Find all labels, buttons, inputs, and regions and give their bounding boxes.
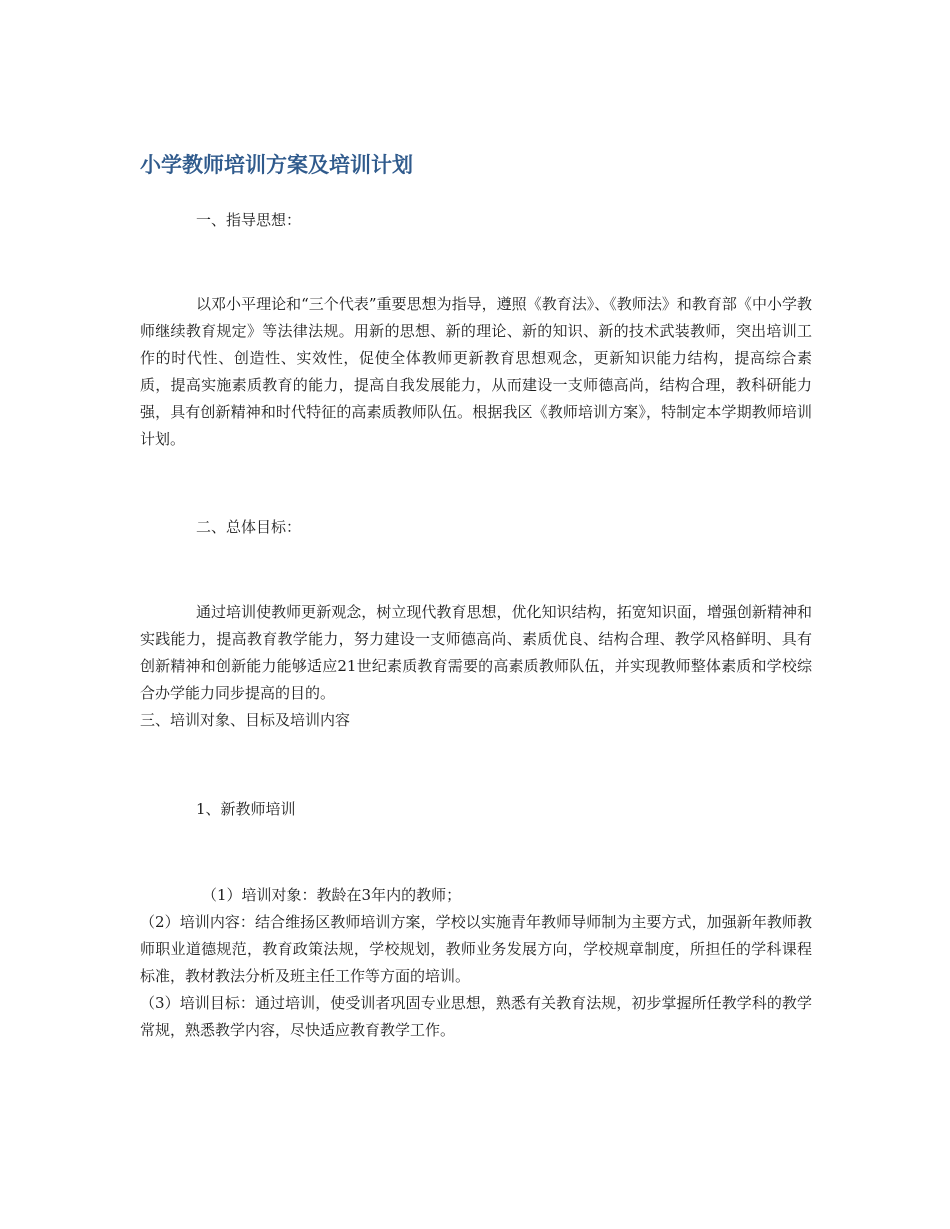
section1-heading: 一、指导思想： xyxy=(196,211,302,229)
section2-heading: 二、总体目标： xyxy=(196,518,302,536)
section3-heading: 三、培训对象、目标及培训内容 xyxy=(140,711,351,729)
training-item-1: （1）培训对象：教龄在3年内的教师； xyxy=(202,886,462,904)
training-item-2: （2）培训内容：结合维扬区教师培训方案，学校以实施青年教师导师制为主要方式，加强新年教师教师职业道德规范，教育政策法规，学校规划，教师业务发展方向，学校规章制度，所担任的学科课程标准，教材教法分析及班主任工作等方面的培训。 xyxy=(140,913,812,985)
subsection1-heading: 1、新教师培训 xyxy=(196,800,296,818)
training-item-3: （3）培训目标：通过培训，使受训者巩固专业思想，熟悉有关教育法规，初步掌握所任教学科的教学常规，熟悉教学内容，尽快适应教育教学工作。 xyxy=(140,994,812,1039)
section1-paragraph: 以邓小平理论和“三个代表”重要思想为指导，遵照《教育法》、《教师法》和教育部《中小学教师继续教育规定》等法律法规。用新的思想、新的理论、新的知识、新的技术武装教师，突出培训工作的时代性、创造性、实效性，促使全体教师更新教育思想观念，更新知识能力结构，提高综合素质，提高实施素质教育的能力，提高自我发展能力，从而建设一支师德高尚，结构合理，教科研能力强，具有创新精神和时代特征的高素质教师队伍。根据我区《教师培训方案》，特制定本学期教师培训计划。 xyxy=(140,295,812,448)
document-title: 小学教师培训方案及培训计划 xyxy=(140,153,413,177)
section2-paragraph: 通过培训使教师更新观念，树立现代教育思想，优化知识结构，拓宽知识面，增强创新精神和实践能力，提高教育教学能力，努力建设一支师德高尚、素质优良、结构合理、教学风格鲜明、具有创新精神和创新能力能够适应21世纪素质教育需要的高素质教师队伍，并实现教师整体素质和学校综合办学能力同步提高的目的。 xyxy=(140,603,812,702)
